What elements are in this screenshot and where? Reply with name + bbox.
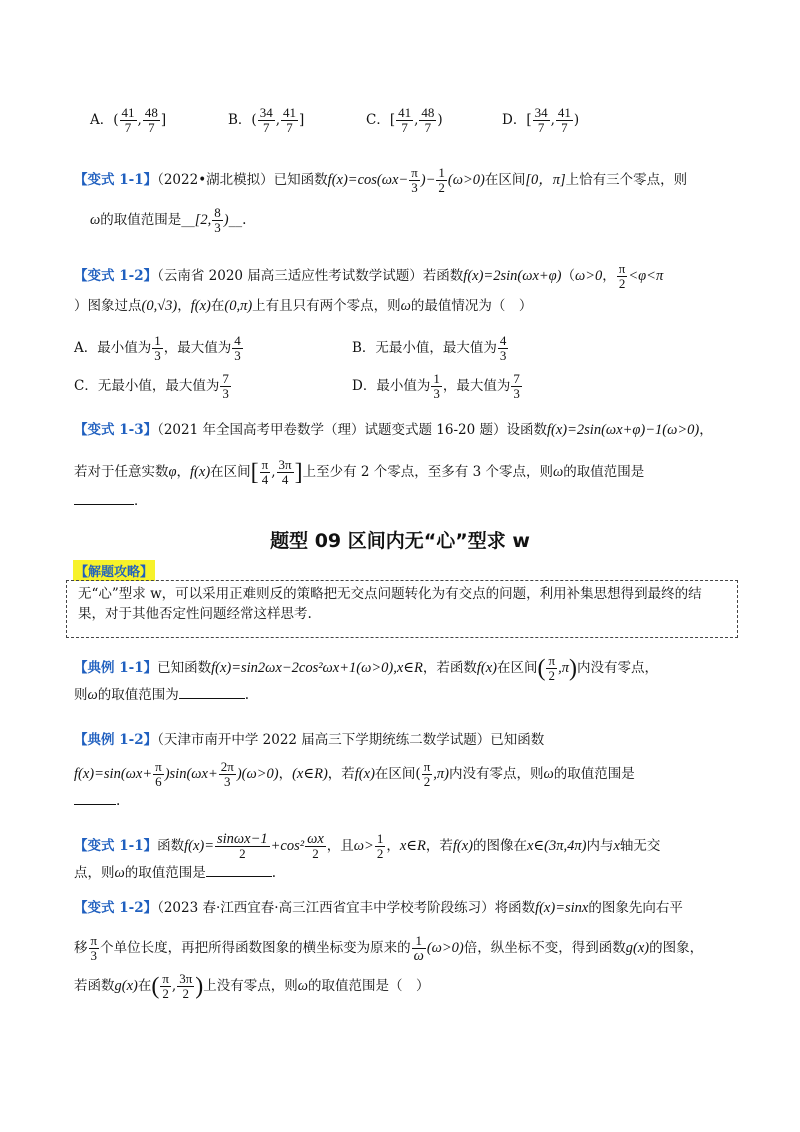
variant-tag: 【变式 1-1】	[74, 172, 158, 188]
variant-1-1b-line2: 点，则ω的取值范围是 .	[74, 862, 276, 883]
variant-1-1-line1: 【变式 1-1】（2022•湖北模拟）已知函数f(x)=cos(ωx− $\frac{\pi}{3}$ )− $\frac{1}{2}$ (ω>0)在区间[0，π]上恰有三个零点，则	[74, 165, 688, 195]
variant-1-2-line2: ）图象过点(0,√3)，f(x)在(0,π)上有且只有两个零点，则ω的最值情况为（ ）	[74, 298, 533, 314]
strategy-text: 无“心”型求 w，可以采用正难则反的策略把无交点问题转化为有交点的问题，利用补集思想得到最终的结果，对于其他否定性问题经常这样思考.	[78, 586, 702, 622]
answer-blank[interactable]	[206, 862, 272, 877]
answer-blank[interactable]	[74, 490, 134, 505]
options-row-top	[90, 106, 166, 135]
example-1-1-line1: 【典例 1-1】已知函数f(x)=sin2ωx−2cos²ωx+1(ω>0),x∈R，若函数f(x)在区间( $\frac{\pi}{2}$ ,π)内没有零点，	[74, 653, 658, 683]
variant-1-3-line2: 若对于任意实数φ，f(x)在区间[ $\frac{\pi}{4}$ , $\frac{3\pi}{4}$ ]上至少有 2 个零点，至多有 3 个零点，则ω的取值范围是	[74, 457, 645, 487]
variant-1-3-line3: ．	[74, 490, 148, 511]
option-a[interactable]: A．( $\frac{41}{7}$ , $\frac{48}{7}$ ]	[90, 105, 167, 135]
option-d[interactable]: D．[ $\frac{34}{7}$ , $\frac{41}{7}$ )	[502, 105, 580, 135]
example-1-2-line1: 【典例 1-2】（天津市南开中学 2022 届高三下学期统练二数学试题）已知函数	[74, 732, 545, 748]
variant-1-1-line2: ω的取值范围是__[2, $\frac{8}{3}$ )__.	[90, 205, 247, 235]
variant-1-2b-line2: 移 $\frac{\pi}{3}$ 个单位长度，再把所得函数图象的横坐标变为原来的 $\frac{1}{\omega}$ (ω>0)倍，纵坐标不变，得到函数g(x)的图象，	[74, 933, 704, 964]
answer-blank[interactable]	[74, 790, 116, 805]
variant-1-2b-line3: 若函数g(x)在( $\frac{\pi}{2}$ , $\frac{3\pi}{2}$ )上没有零点，则ω的取值范围是（ ）	[74, 971, 430, 1001]
variant-1-1b-line1: 【变式 1-1】函数f(x)= $\frac{\sin\omega x-1}{2}$ +cos² $\frac{\omega x}{2}$ ，且ω> $\frac{1}{2}$ ，x∈R，若f(x)的图像在x∈(3π,4π)内与x轴无交	[74, 831, 661, 861]
variant-1-3-line1: 【变式 1-3】（2021 年全国高考甲卷数学（理）试题变式题 16-20 题）设函数f(x)=2sin(ωx+φ)−1(ω>0)，	[74, 422, 713, 438]
example-1-1-line2: 则ω的取值范围为 .	[74, 684, 249, 705]
option-c[interactable]: C．[ $\frac{41}{7}$ , $\frac{48}{7}$ )	[366, 105, 443, 135]
example-1-2-line3: .	[74, 790, 120, 811]
variant-1-2b-line1: 【变式 1-2】（2023 春·江西宜春·高三江西省宜丰中学校考阶段练习）将函数f(x)=sinx的图象先向右平	[74, 900, 683, 916]
example-1-2-line2: f(x)=sin(ωx+ $\frac{\pi}{6}$ )sin(ωx+ $\frac{2\pi}{3}$ )(ω>0)，(x∈R)，若f(x)在区间( $\frac{\pi}{2}$ ,π)内没有零点，则ω的取值范围是	[74, 759, 635, 789]
strategy-label: 【解题攻略】	[73, 560, 155, 581]
variant-1-2-option-b[interactable]: B．无最小值，最大值为 $\frac{4}{3}$	[352, 333, 507, 363]
section-title: 题型 09 区间内无“心”型求 w	[270, 530, 530, 552]
variant-1-2-line1: 【变式 1-2】（云南省 2020 届高三适应性考试数学试题）若函数f(x)=2sin(ωx+φ)（ω>0， $\frac{\pi}{2}$ <φ<π	[74, 261, 664, 291]
option-b[interactable]: B．( $\frac{34}{7}$ , $\frac{41}{7}$ ]	[228, 105, 305, 135]
variant-1-2-option-d[interactable]: D．最小值为 $\frac{1}{3}$ ，最大值为 $\frac{7}{3}$	[352, 371, 520, 401]
variant-1-2-option-a[interactable]: A．最小值为 $\frac{1}{3}$ ，最大值为 $\frac{4}{3}$	[74, 333, 241, 363]
variant-1-2-option-c[interactable]: C．无最小值，最大值为 $\frac{7}{3}$	[74, 371, 229, 401]
answer-blank[interactable]	[179, 684, 245, 699]
